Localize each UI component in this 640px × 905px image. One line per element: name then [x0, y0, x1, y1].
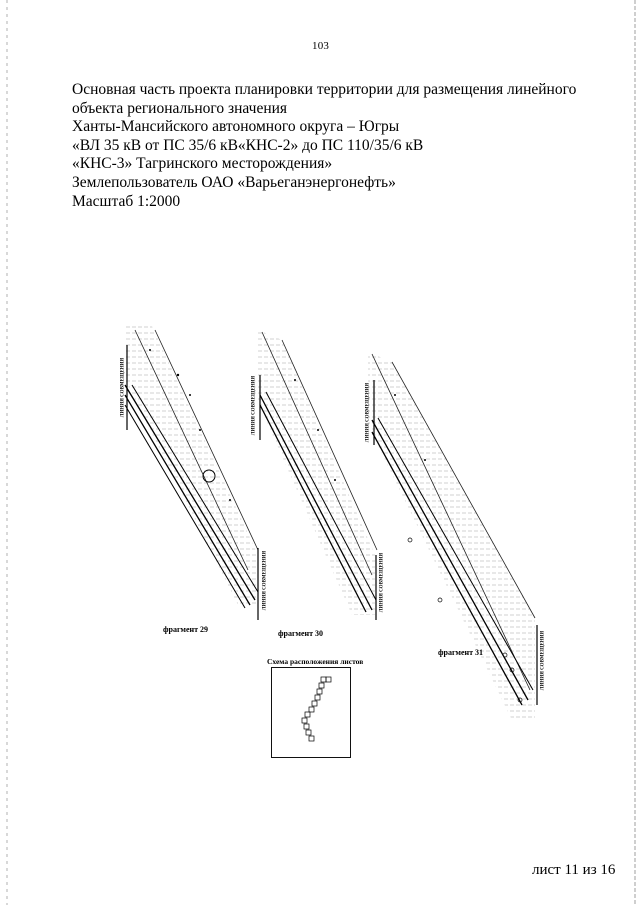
header-line: объекта регионального значения: [72, 99, 288, 117]
fragment-30-hatched-area: [255, 330, 375, 615]
fragment-31-label: фрагмент 31: [438, 648, 484, 657]
sheet-counter: лист 11 из 16: [532, 862, 616, 878]
fragment-30-boundary: [262, 332, 372, 575]
fragment-30-corridor-line: [266, 392, 376, 600]
fragment-29-hatched-area: [125, 322, 258, 605]
fragment-31-hatched-area: [365, 352, 535, 720]
fragment-29-match-line-label: ЛИНИЯ СОВМЕЩЕНИЯ: [262, 550, 268, 611]
fragment-29-match-line-label: ЛИНИЯ СОВМЕЩЕНИЯ: [120, 357, 126, 418]
fragment-31-map: [365, 352, 537, 720]
header-line: «ВЛ 35 кВ от ПС 35/6 кВ«КНС-2» до ПС 110/35/6 кВ: [72, 136, 424, 154]
fragment-31-match-line-label: ЛИНИЯ СОВМЕЩЕНИЯ: [540, 630, 546, 691]
header-line: Землепользователь ОАО «Варьеганэнергонефть»: [72, 173, 396, 191]
scheme-title: Схема расположения листов: [267, 657, 364, 666]
fragment-29-map: [125, 322, 258, 620]
fragment-31-boundary: [372, 354, 530, 690]
fragment-30-match-line-label: ЛИНИЯ СОВМЕЩЕНИЯ: [251, 375, 257, 436]
fragment-31-corridor-line: [372, 420, 528, 700]
header-line: Масштаб 1:2000: [72, 192, 181, 210]
fragment-31-match-line-label: ЛИНИЯ СОВМЕЩЕНИЯ: [365, 382, 371, 443]
fragment-30-match-line-label: ЛИНИЯ СОВМЕЩЕНИЯ: [379, 552, 385, 613]
page-number: 103: [312, 40, 330, 52]
header-line: Ханты-Мансийского автономного округа – Югры: [72, 118, 400, 136]
header-line: «КНС-3» Тагринского месторождения»: [72, 155, 333, 173]
fragment-30-map: [255, 330, 377, 620]
fragment-30-label: фрагмент 30: [278, 629, 324, 638]
scheme-box: [271, 667, 351, 758]
fragment-29-label: фрагмент 29: [163, 625, 209, 634]
header-line: Основная часть проекта планировки территории для размещения линейного: [72, 81, 577, 98]
